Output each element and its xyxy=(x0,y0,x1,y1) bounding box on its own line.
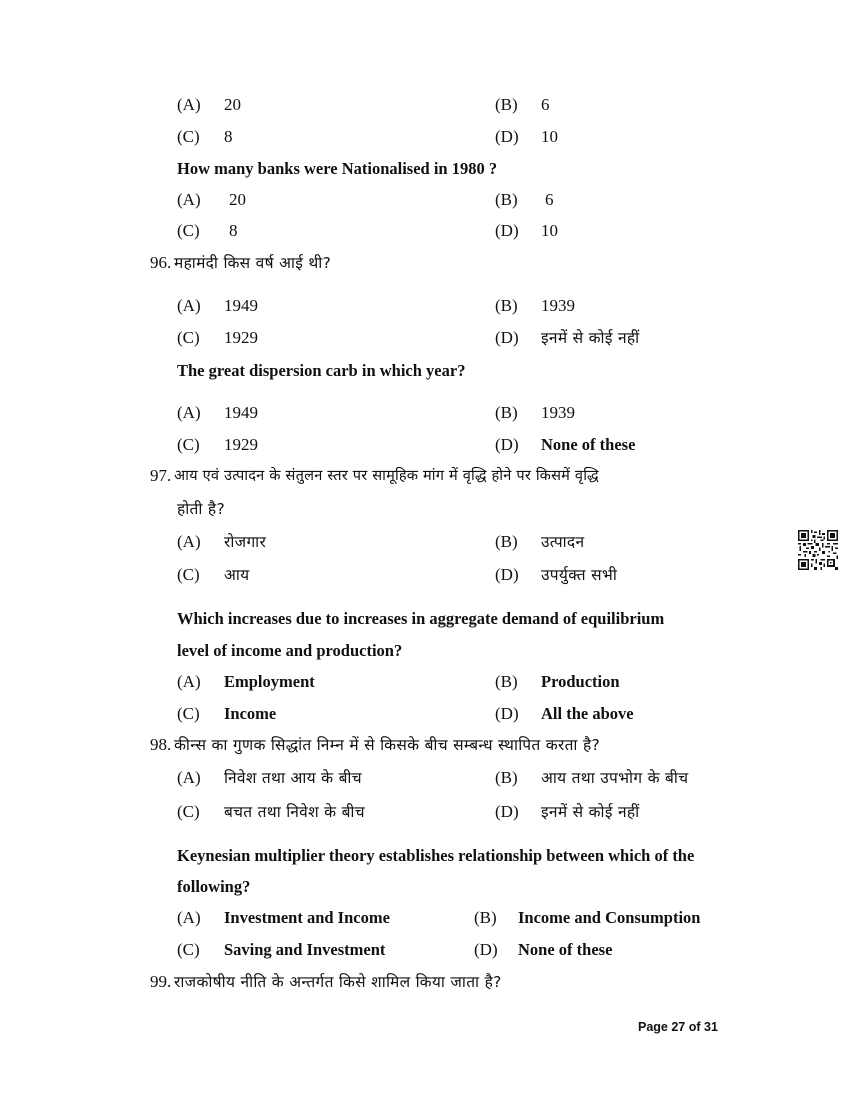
q96-hi-option-d-text: इनमें से कोई नहीं xyxy=(541,329,640,347)
q97-en-option-d-label: (D) xyxy=(495,704,519,723)
q96-en-option-a-text: 1949 xyxy=(224,403,258,422)
q98-en-question-line2: following? xyxy=(177,877,251,896)
q95-en-option-c-label: (C) xyxy=(177,221,200,240)
q97-hi-question-line1: आय एवं उत्पादन के संतुलन स्तर पर सामूहिक मांग में वृद्धि होने पर किसमें वृद्धि xyxy=(174,467,599,484)
q99-number: 99. xyxy=(150,972,172,991)
q97-hi-option-c-label: (C) xyxy=(177,565,200,584)
q96-hi-option-b-label: (B) xyxy=(495,296,518,315)
q95-hi-option-b-label: (B) xyxy=(495,95,518,114)
q98-en-option-b-text: Income and Consumption xyxy=(518,908,701,927)
q97-en-option-c-text: Income xyxy=(224,704,277,723)
q98-en-option-b-label: (B) xyxy=(474,908,497,927)
q96-en-option-d-label: (D) xyxy=(495,435,519,454)
q97-number: 97. xyxy=(150,466,172,485)
q95-en-option-b-label: (B) xyxy=(495,190,518,209)
q96-en-option-b-label: (B) xyxy=(495,403,518,422)
q96-hi-option-c-label: (C) xyxy=(177,328,200,347)
q96-hi-option-a-text: 1949 xyxy=(224,296,258,315)
q98-hi-option-d-label: (D) xyxy=(495,802,519,821)
q96-en-option-a-label: (A) xyxy=(177,403,201,422)
q98-en-option-d-label: (D) xyxy=(474,940,498,959)
q97-hi-question-line2: होती है? xyxy=(177,500,225,518)
q98-en-option-d-text: None of these xyxy=(518,940,613,959)
q98-en-option-c-label: (C) xyxy=(177,940,200,959)
q96-en-option-b-text: 1939 xyxy=(541,403,575,422)
q97-hi-option-d-label: (D) xyxy=(495,565,519,584)
q96-hi-option-d-label: (D) xyxy=(495,328,519,347)
q95-hi-option-d-text: 10 xyxy=(541,127,558,146)
q96-hi-option-c-text: 1929 xyxy=(224,328,258,347)
q95-en-option-b-text: 6 xyxy=(545,190,554,209)
q96-en-question: The great dispersion carb in which year? xyxy=(177,361,466,380)
q95-en-option-a-text: 20 xyxy=(229,190,246,209)
q96-hi-option-a-label: (A) xyxy=(177,296,201,315)
q98-en-option-a-text: Investment and Income xyxy=(224,908,390,927)
q98-hi-option-b-text: आय तथा उपभोग के बीच xyxy=(541,769,689,787)
q98-hi-option-c-label: (C) xyxy=(177,802,200,821)
q97-en-option-a-text: Employment xyxy=(224,672,315,691)
q97-en-option-a-label: (A) xyxy=(177,672,201,691)
q97-hi-option-b-label: (B) xyxy=(495,532,518,551)
q95-hi-option-d-label: (D) xyxy=(495,127,519,146)
q98-hi-option-a-text: निवेश तथा आय के बीच xyxy=(224,769,362,787)
q97-en-question-line2: level of income and production? xyxy=(177,641,403,660)
q96-hi-question: महामंदी किस वर्ष आई थी? xyxy=(174,254,332,272)
q96-en-option-c-label: (C) xyxy=(177,435,200,454)
q97-en-question-line1: Which increases due to increases in aggregate demand of equilibrium xyxy=(177,609,665,628)
page-number-footer: Page 27 of 31 xyxy=(638,1020,718,1034)
q97-en-option-b-label: (B) xyxy=(495,672,518,691)
q95-hi-option-a-label: (A) xyxy=(177,95,201,114)
q95-en-option-a-label: (A) xyxy=(177,190,201,209)
q98-en-question-line1: Keynesian multiplier theory establishes relationship between which of the xyxy=(177,846,695,865)
q95-hi-option-c-text: 8 xyxy=(224,127,233,146)
q99-hi-question: राजकोषीय नीति के अन्तर्गत किसे शामिल किया जाता है? xyxy=(174,973,502,991)
q98-hi-option-b-label: (B) xyxy=(495,768,518,787)
q95-en-option-d-text: 10 xyxy=(541,221,558,240)
q97-en-option-c-label: (C) xyxy=(177,704,200,723)
q97-en-option-d-text: All the above xyxy=(541,704,634,723)
q96-en-option-c-text: 1929 xyxy=(224,435,258,454)
q96-number: 96. xyxy=(150,253,172,272)
q96-en-option-d-text: None of these xyxy=(541,435,636,454)
q98-hi-option-d-text: इनमें से कोई नहीं xyxy=(541,803,640,821)
q97-hi-option-b-text: उत्पादन xyxy=(541,533,585,551)
q98-hi-option-c-text: बचत तथा निवेश के बीच xyxy=(224,803,365,821)
q98-hi-option-a-label: (A) xyxy=(177,768,201,787)
qr-code-icon xyxy=(798,530,838,570)
q98-number: 98. xyxy=(150,735,172,754)
q97-hi-option-a-text: रोजगार xyxy=(224,533,267,551)
q96-hi-option-b-text: 1939 xyxy=(541,296,575,315)
q98-en-option-c-text: Saving and Investment xyxy=(224,940,386,959)
q98-en-option-a-label: (A) xyxy=(177,908,201,927)
q97-en-option-b-text: Production xyxy=(541,672,620,691)
q95-hi-option-a-text: 20 xyxy=(224,95,241,114)
q97-hi-option-d-text: उपर्युक्त सभी xyxy=(541,566,618,584)
q95-hi-option-c-label: (C) xyxy=(177,127,200,146)
q98-hi-question: कीन्स का गुणक सिद्धांत निम्न में से किसके बीच सम्बन्ध स्थापित करता है? xyxy=(174,736,601,754)
q95-en-option-c-text: 8 xyxy=(229,221,238,240)
q97-hi-option-c-text: आय xyxy=(224,566,250,584)
q95-en-option-d-label: (D) xyxy=(495,221,519,240)
q95-hi-option-b-text: 6 xyxy=(541,95,550,114)
q97-hi-option-a-label: (A) xyxy=(177,532,201,551)
q95-en-question: How many banks were Nationalised in 1980 ? xyxy=(177,159,498,178)
